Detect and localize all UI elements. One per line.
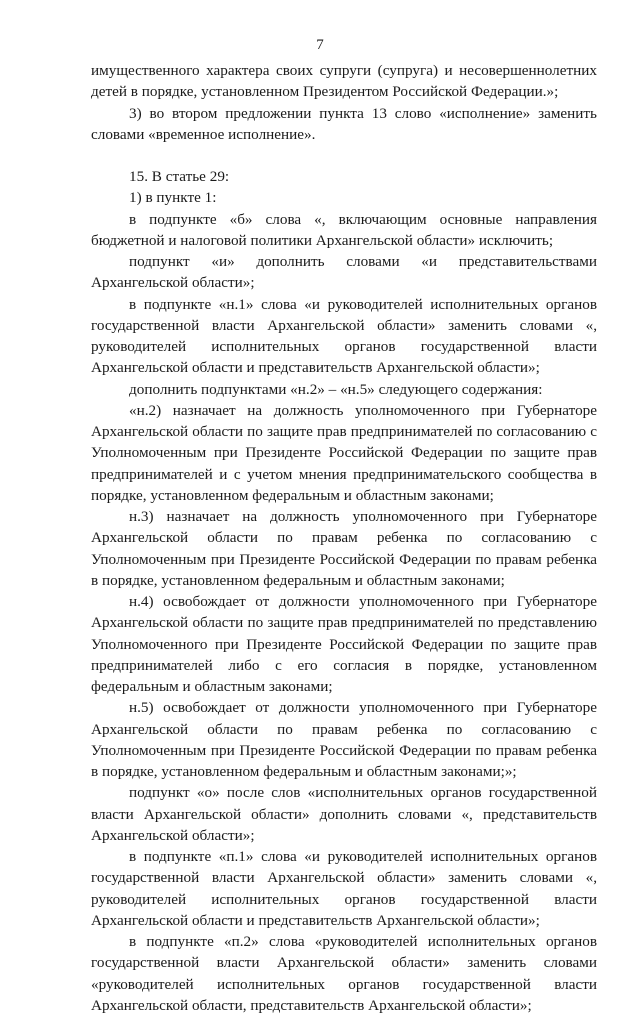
- paragraph-n5: н.5) освобождает от должности уполномоченного при Губернаторе Архангельской области по правам ребенка по согласованию с Уполномоченным при Президенте Российской Федерации по правам ребенка в порядке, установленном федеральным и областным законами;»;: [91, 699, 597, 780]
- paragraph-subpoint-o: подпункт «о» после слов «исполнительных органов государственной власти Архангельской области» дополнить словами «, представительств Архангельской области»;: [91, 784, 597, 844]
- paragraph-item-3: 3) во втором предложении пункта 13 слово «исполнение» заменить словами «временное исполнение».: [91, 104, 597, 143]
- paragraph-subpoint-p1: в подпункте «п.1» слова «и руководителей исполнительных органов государственной власти Архангельской области» заменить словами «, руководителей исполнительных органов государственной власти Архангельской области и представительств Архангельской области»;: [91, 848, 597, 929]
- page-number: 7: [316, 37, 324, 53]
- paragraph-subpoint-p2: в подпункте «п.2» слова «руководителей исполнительных органов государственной власти Архангельской области» заменить словами «руководителей исполнительных органов государственной власти Архангельской области, представительств Архангельской области»;: [91, 933, 597, 1014]
- paragraph-add-subpoints: дополнить подпунктами «н.2» – «н.5» следующего содержания:: [129, 380, 543, 398]
- point-heading: 1) в пункте 1:: [129, 189, 217, 207]
- paragraph-continuation: имущественного характера своих супруги (супруга) и несовершеннолетних детей в порядке, установленном Президентом Российской Федерации.»;: [91, 62, 597, 101]
- paragraph-subpoint-i: подпункт «и» дополнить словами «и представительствами Архангельской области»;: [91, 253, 597, 292]
- paragraph-subpoint-b: в подпункте «б» слова «, включающим основные направления бюджетной и налоговой политики Архангельской области» исключить;: [91, 210, 597, 249]
- paragraph-n4: н.4) освобождает от должности уполномоченного при Губернаторе Архангельской области по защите прав предпринимателей по представлению Уполномоченного при Президенте Российской Федерации по защите прав предпринимателей либо с его согласия в порядке, установленном федеральным и областным законами;: [91, 593, 597, 695]
- paragraph-n2: «н.2) назначает на должность уполномоченного при Губернаторе Архангельской области по защите прав предпринимателей по согласованию с Уполномоченным при Президенте Российской Федерации по защите прав предпринимателей и с учетом мнения предпринимательского сообщества в порядке, установленном федеральным и областным законами;: [91, 401, 597, 504]
- paragraph-n3: н.3) назначает на должность уполномоченного при Губернаторе Архангельской области по правам ребенка по согласованию с Уполномоченным при Президенте Российской Федерации по правам ребенка в порядке, установленном федеральным и областным законами;: [91, 508, 597, 589]
- document-body: [91, 60, 597, 1016]
- article-heading: 15. В статье 29:: [129, 168, 230, 185]
- paragraph-subpoint-n1: в подпункте «н.1» слова «и руководителей исполнительных органов государственной власти Архангельской области» заменить словами «, руководителей исполнительных органов государственной власти Архангельской области и представительств Архангельской области»;: [91, 295, 597, 377]
